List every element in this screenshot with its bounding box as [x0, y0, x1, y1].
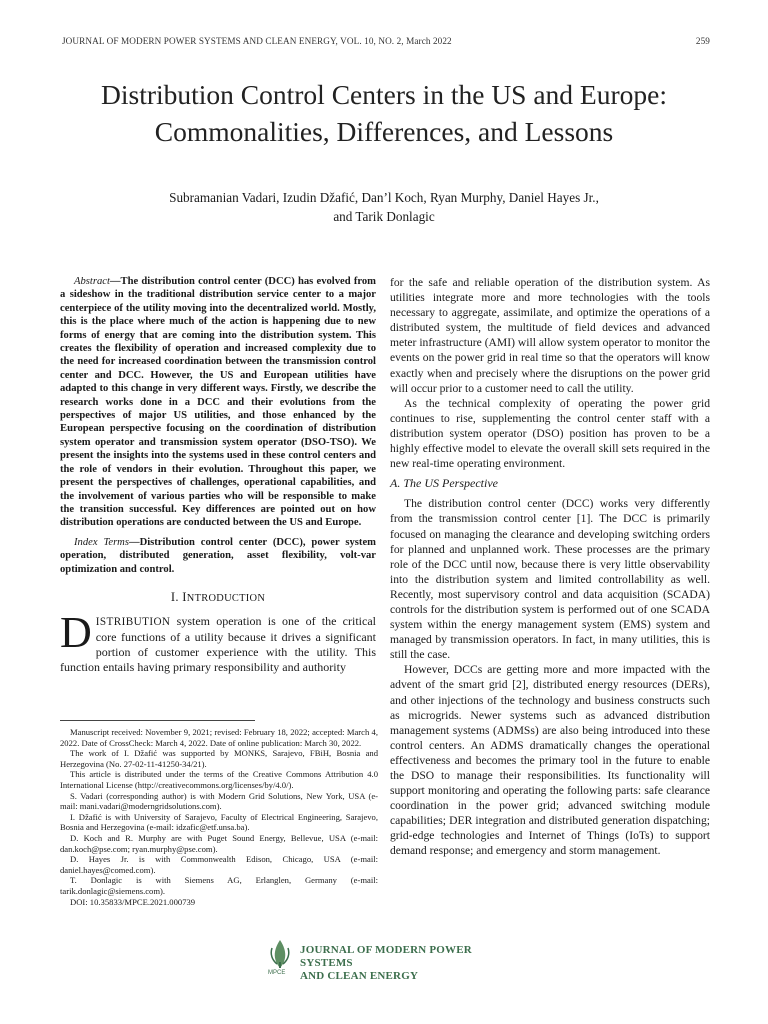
section-heading-introduction	[60, 590, 376, 606]
section-rest: NTRODUCTION	[186, 592, 266, 604]
journal-logo-abbrev: MPCE	[268, 970, 286, 976]
abstract	[60, 275, 376, 530]
footnote-rule	[60, 720, 255, 721]
authors-line-2: and Tarik Donlagic	[333, 209, 435, 224]
subsection-heading: A. The US Perspective	[390, 476, 498, 491]
index-terms-label: Index Terms	[74, 536, 129, 548]
index-terms-text: Distribution control center (DCC), power system operation, distributed generation, asset flexibility, volt-var optimization and control.	[60, 536, 376, 575]
index-terms	[60, 536, 376, 576]
section-numeral: I.	[170, 589, 183, 604]
footnote: I. Džafić is with University of Sarajevo, Faculty of Electrical Engineering, Sarajevo, Bosnia and Herzegovina (e-mail: idzafic@etf.unsa.ba).	[60, 811, 378, 833]
index-terms-dash: —	[128, 536, 140, 548]
journal-logo-line-1: JOURNAL OF MODERN POWER SYSTEMS	[300, 944, 472, 969]
body-paragraph: The distribution control center (DCC) works very differently from the transmission control center [1]. The DCC is primarily focused on managing the clearance and developing switching orders for planned and unplanned work. These processes are the primary role of the DCC until now, because there is very little observability into the distribution system and limited controllability as well. Recently, most supervisory control and data acquisition (SCADA) controls for the distribution system is performed out of one SCADA system within the energy management system (EMS) system and managed by transmission operators. In fact, in many utilities, this is still the case.	[390, 497, 710, 662]
paper-title: Distribution Control Centers in the US and Europe: Commonalities, Differences, and Lessons	[101, 79, 667, 147]
section-first-letter: I	[182, 589, 187, 604]
author-list	[60, 188, 708, 226]
abstract-text: The distribution control center (DCC) has evolved from a sideshow in the traditional distribution service center to a major centerpiece of the utility moving into the decentralized world. Mostly, this is the place where much of the action is happening due to new forms of energy that are coming into the distribution system. This creates the flexibility of operation and increased complexity due to the need for increased coordination between the transmission control center and DCC. However, the US and European utilities have adapted to this change in very different ways. Firstly, we describe the research works done in a DCC and their evolutions from the perspectives of major US utilities, and those enhanced by the European perspective focusing on the coordination of distribution system operator and transmission system operator (DSO-TSO). We present the insights into the systems used in these control centers and the role of vendors in their evolution. Throughout this paper, we present the perspectives of challenges, operational capabilities, and the involvement of various parties who will be responsible to make the transition successful. Key differences are pointed out on how distribution operations are conducted between the US and Europe.	[60, 276, 376, 529]
abstract-label: Abstract	[74, 276, 110, 287]
journal-name: JOURNAL OF MODERN POWER SYSTEMS AND CLEAN ENERGY, VOL. 10, NO. 2, March 2022	[62, 36, 452, 46]
body-paragraph: for the safe and reliable operation of the distribution system. As utilities integrate more and more technologies with the tools necessary to aggregate, assimilate, and optimize the operations of a distributed system, the multitude of field devices and advanced meter infrastructure (AMI) will allow system operator to monitor the events on the power grid in real time so that the operators will know exactly when and precisely where the disruptions on the power grid will occur prior to a customer need to call the utility.	[390, 276, 710, 395]
footnote: Manuscript received: November 9, 2021; revised: February 18, 2022; accepted: March 4, 2022. Date of CrossCheck: March 4, 2022. Date of online publication: March 30, 2022.	[60, 727, 378, 748]
footnote: The work of I. Džafić was supported by MONKS, Sarajevo, FBiH, Bosnia and Herzegovina (No. 27-02-11-41250-34/21).	[60, 748, 378, 769]
intro-text: system operation is one of the critical core functions of a utility because it drives a significant portion of customer experience with the utility. This function entails having primary responsibility and authority	[60, 614, 376, 675]
intro-paragraph	[60, 608, 376, 675]
drop-cap: D	[60, 608, 92, 658]
footnote: This article is distributed under the terms of the Creative Commons Attribution 4.0 International License (http://creativecommons.org/licenses/by/4.0/).	[60, 769, 378, 790]
running-header	[62, 36, 710, 46]
left-column	[60, 275, 376, 675]
drop-cap-rest: ISTRIBUTION	[95, 616, 171, 629]
abstract-dash: —	[109, 276, 121, 287]
journal-logo-line-2: AND CLEAN ENERGY	[300, 970, 419, 982]
body-paragraph: As the technical complexity of operating the power grid continues to rise, supplementing the control center staff with a distribution system operator (DSO) position has proven to be a highly effective model to elevate the overall skill sets required in the new real-time operating environment.	[390, 396, 710, 471]
authors-line-1: Subramanian Vadari, Izudin Džafić, Dan’l Koch, Ryan Murphy, Daniel Hayes Jr.,	[169, 190, 599, 205]
journal-logo	[266, 938, 516, 982]
body-paragraph: However, DCCs are getting more and more impacted with the advent of the smart grid [2], distributed energy resources (DERs), and other injections of the technology and business constructs such as microgrids. Newer systems such as advanced distribution management systems (ADMSs) are also being introduced into these control centers. An ADMS dramatically changes the operational effectiveness and becomes the primary tool in the future to enable the DSO to manage their responsibilities. Its functionality will support monitoring and operating the following parts: safe clearance coordination in the power grid; advanced switching module capabilities; DER integration and distributed generation dispatching; grid-edge technologies and Internet of Things (IoTs) to support demand response; and emergency and storm management.	[390, 663, 710, 858]
footnote: D. Koch and R. Murphy are with Puget Sound Energy, Bellevue, USA (e-mail: dan.koch@pse.com; ryan.murphy@pse.com).	[60, 832, 378, 854]
page-number: 259	[695, 36, 710, 46]
footnote: D. Hayes Jr. is with Commonwealth Edison, Chicago, USA (e-mail: daniel.hayes@comed.com).	[60, 854, 378, 875]
footnote: T. Donlagic is with Siemens AG, Erlanglen, Germany (e-mail: tarik.donlagic@siemens.com).	[60, 875, 378, 896]
footnote: S. Vadari (corresponding author) is with Modern Grid Solutions, New York, USA (e-mail: mani.vadari@moderngridsolutions.com).	[60, 790, 378, 812]
footnote-doi: DOI: 10.35833/MPCE.2021.000739	[70, 896, 196, 907]
right-column	[390, 275, 710, 859]
footnotes	[60, 727, 378, 907]
journal-logo-text	[300, 944, 516, 983]
